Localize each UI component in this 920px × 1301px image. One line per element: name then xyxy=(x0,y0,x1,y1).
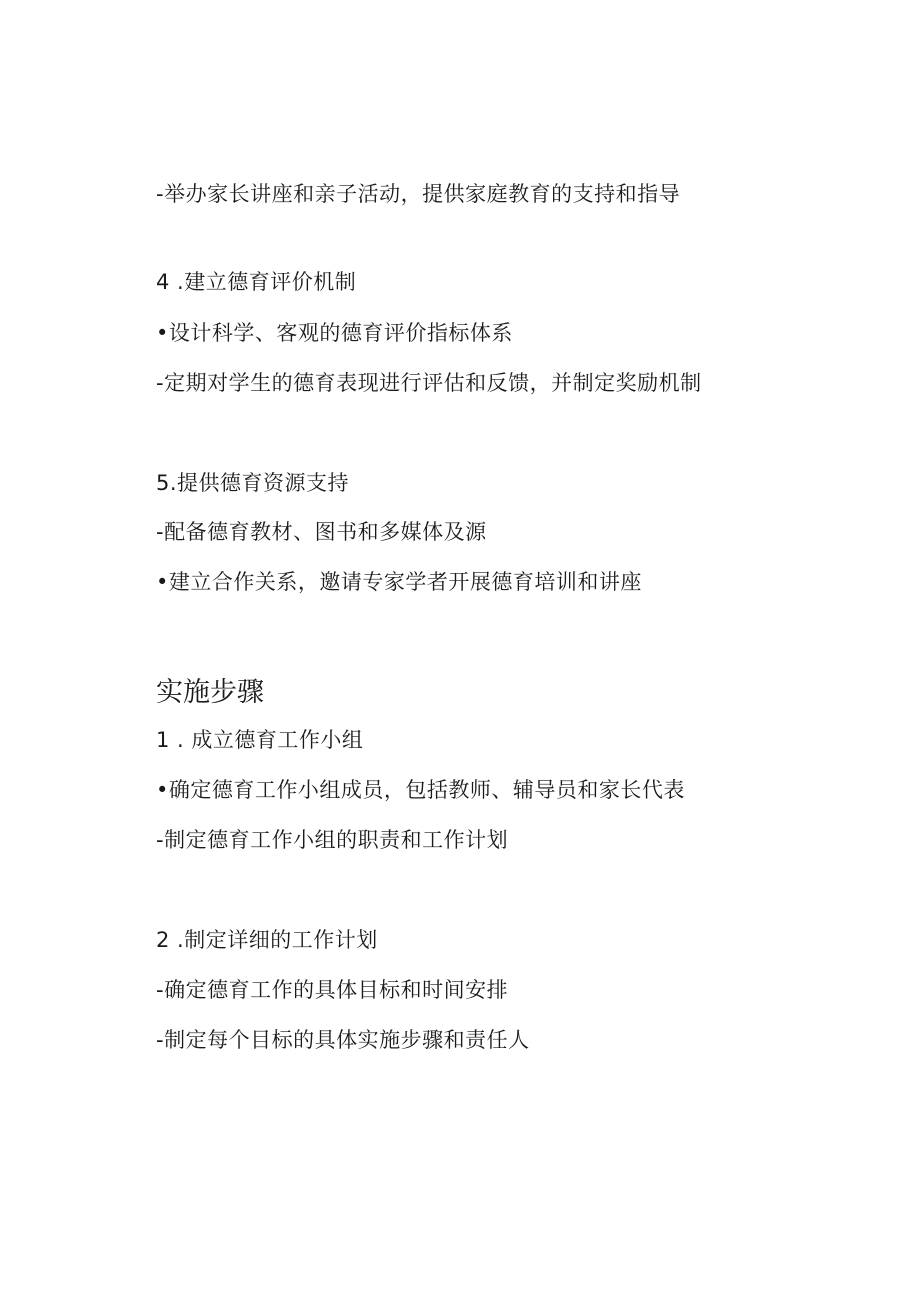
section-4-title: 4 .建立德育评价机制 xyxy=(156,270,357,294)
text-line-group-duties: -制定德育工作小组的职责和工作计划 xyxy=(156,828,509,852)
text-line-regular-assessment: -定期对学生的德育表现进行评估和反馈，并制定奖励机制 xyxy=(156,371,702,395)
step-1-title: 1 . 成立德育工作小组 xyxy=(156,728,364,752)
text-line-evaluation-indicators: •设计科学、客观的德育评价指标体系 xyxy=(156,321,513,345)
text-line-parent-lectures: -举办家长讲座和亲子活动，提供家庭教育的支持和指导 xyxy=(156,182,681,206)
text-line-cooperation: •建立合作关系，邀请专家学者开展德育培训和讲座 xyxy=(156,570,642,594)
section-5-title: 5.提供德育资源支持 xyxy=(156,471,350,495)
text-line-teaching-materials: -配备德育教材、图书和多媒体及源 xyxy=(156,520,487,544)
step-2-title: 2 .制定详细的工作计划 xyxy=(156,928,378,952)
implementation-steps-heading: 实施步骤 xyxy=(156,677,264,707)
text-line-responsibilities: -制定每个目标的具体实施步骤和责任人 xyxy=(156,1028,530,1052)
text-line-goals-schedule: -确定德育工作的具体目标和时间安排 xyxy=(156,978,509,1002)
text-line-group-members: •确定德育工作小组成员，包括教师、辅导员和家长代表 xyxy=(156,778,685,802)
